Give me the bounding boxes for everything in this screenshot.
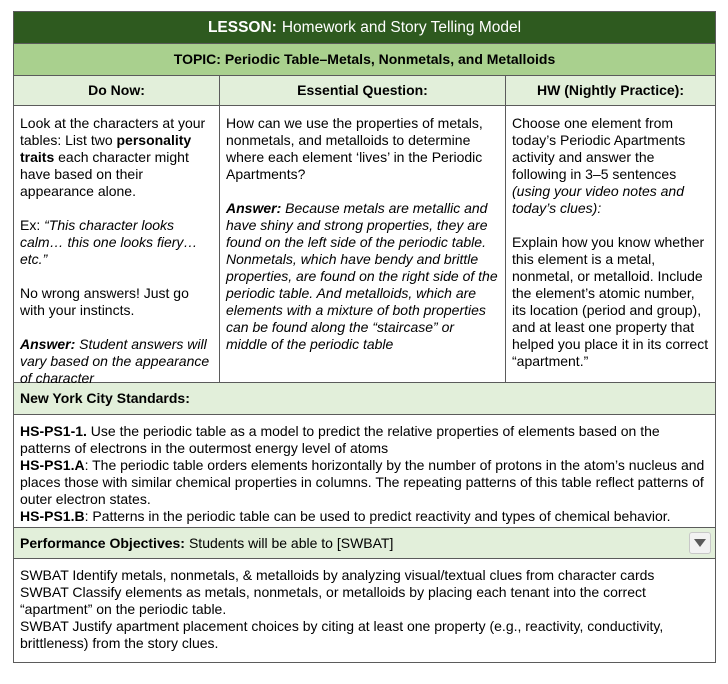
- do-now-answer: Answer: Student answers will vary based on the appearance of character: [20, 336, 210, 386]
- topic-bar: [13, 44, 716, 76]
- homework-header: HW (Nightly Practice):: [536, 82, 684, 98]
- homework-task: Explain how you know whether this element is a metal, nonmetal, or metalloid. Include the element’s atomic number, its location (period and group), and at least one property that helped you place it in its correct “apartment.”: [512, 234, 709, 369]
- do-now-header: Do Now:: [14, 76, 220, 105]
- do-now-cell: [14, 106, 220, 386]
- essential-question-header: Essential Question:: [220, 76, 506, 105]
- do-now-note: No wrong answers! Just go with your instincts.: [20, 285, 189, 318]
- objective-item: SWBAT Justify apartment placement choices by citing at least one property (e.g., reactivity, conductivity, brittleness) from the story clues.: [20, 618, 664, 651]
- column-bodies: [13, 106, 716, 386]
- homework-instructions: Choose one element from today’s Periodic Apartments activity and answer the following in 3–5 sentences (using your video notes and today’s clues):: [512, 115, 686, 216]
- standards-body: [13, 415, 716, 528]
- performance-objectives-header: [13, 528, 716, 559]
- standards-header: New York City Standards:: [13, 383, 716, 415]
- do-now-example: Ex: “This character looks calm… this one looks fiery… etc.”: [20, 217, 198, 267]
- lesson-label: LESSON:: [207, 19, 277, 36]
- dropdown-button[interactable]: [689, 532, 711, 554]
- column-headers: [13, 76, 716, 106]
- lesson-title: Homework and Story Telling Model: [281, 19, 522, 36]
- objective-item: SWBAT Classify elements as metals, nonmetals, or metalloids by placing each tenant into the correct “apartment” on the periodic table.: [20, 584, 646, 617]
- essential-question-text: How can we use the properties of metals, nonmetals, and metalloids to determine where each element ‘lives’ in the Periodic Apartments?: [226, 115, 483, 182]
- lesson-title-bar: [13, 11, 716, 44]
- performance-text: Students will be able to [SWBAT]: [188, 534, 394, 551]
- lesson-plan-table: [13, 11, 716, 663]
- essential-question-cell: [220, 106, 506, 382]
- standard-item: HS-PS1-1. Use the periodic table as a model to predict the relative properties of elements based on the patterns of electrons in the outermost energy level of atoms: [20, 423, 660, 456]
- essential-question-answer: Answer: Because metals are metallic and have shiny and strong properties, they are found on the left side of the periodic table. Nonmetals, which have bendy and brittle properties, are found on the right side of the periodic table. And metalloids, which are elements with a mixture of both properties can be found along the “staircase” or middle of the periodic table: [226, 200, 498, 352]
- chevron-down-icon: [694, 539, 706, 547]
- performance-objectives-body: [13, 559, 716, 663]
- objective-item: SWBAT Identify metals, nonmetals, & metalloids by analyzing visual/textual clues from character cards: [20, 567, 655, 583]
- standard-item: HS-PS1.A: The periodic table orders elements horizontally by the number of protons in the atom’s nucleus and places those with similar chemical properties in columns. The repeating patterns of this table reflect patterns of outer electron states.: [20, 457, 705, 507]
- topic-title: TOPIC: Periodic Table–Metals, Nonmetals, and Metalloids: [173, 51, 556, 67]
- performance-label: Performance Objectives:: [20, 534, 185, 551]
- do-now-instructions: Look at the characters at your tables: List two personality traits each character might have based on their appearance alone.: [20, 115, 206, 199]
- homework-cell: [506, 106, 715, 382]
- standard-item: HS-PS1.B: Patterns in the periodic table can be used to predict reactivity and types of chemical behavior.: [20, 508, 671, 524]
